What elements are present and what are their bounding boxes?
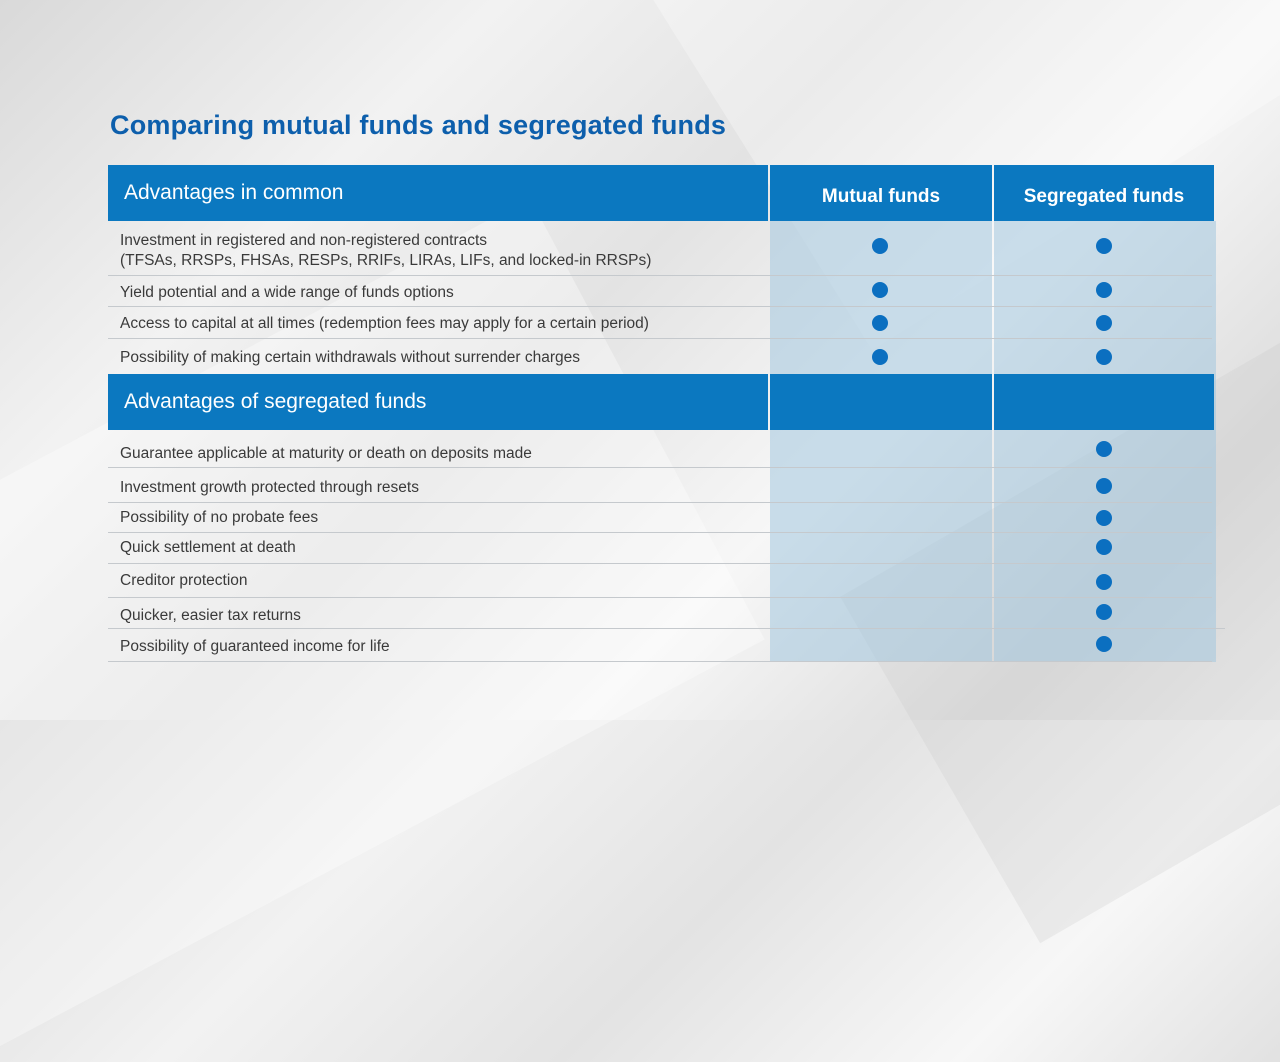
table-row [108, 564, 1212, 598]
column-header-mutual-label: Mutual funds [821, 186, 941, 207]
row-text: Possibility of making certain withdrawals without surrender charges [120, 349, 581, 366]
section-header-cell [770, 374, 992, 430]
segregated-check-dot [1096, 238, 1112, 254]
row-text: Investment growth protected through resets [120, 479, 419, 496]
table-row [108, 221, 1212, 276]
row-text: Yield potential and a wide range of funds options [120, 284, 454, 301]
segregated-check-dot [1096, 510, 1112, 526]
mutual-check-dot [872, 282, 888, 298]
row-text: Possibility of guaranteed income for life [120, 638, 390, 655]
table-row [108, 276, 1212, 307]
row-text: Guarantee applicable at maturity or death on deposits made [120, 445, 532, 462]
table-row [108, 598, 1225, 629]
segregated-check-dot [1096, 282, 1112, 298]
section-header-cell [994, 374, 1214, 430]
column-header-mutual [770, 165, 992, 221]
segregated-check-dot [1096, 478, 1112, 494]
row-text: Access to capital at all times (redemption fees may apply for a certain period) [120, 315, 649, 332]
segregated-check-dot [1096, 315, 1112, 331]
mutual-check-dot [872, 349, 888, 365]
section-header-label: Advantages of segregated funds [124, 390, 427, 413]
segregated-check-dot [1096, 636, 1112, 652]
table-row [108, 307, 1212, 339]
table-row [108, 339, 1212, 374]
table-row [108, 533, 1212, 564]
segregated-check-dot [1096, 539, 1112, 555]
section-header-label: Advantages in common [124, 181, 344, 204]
table-row [108, 503, 1212, 533]
section-header-common [108, 165, 768, 221]
column-header-segregated [994, 165, 1214, 221]
mutual-check-dot [872, 315, 888, 331]
table-row [108, 430, 1212, 468]
mutual-check-dot [872, 238, 888, 254]
row-text: Possibility of no probate fees [120, 509, 319, 526]
table-row [108, 629, 1212, 662]
segregated-check-dot [1096, 574, 1112, 590]
column-header-segregated-label: Segregated funds [1023, 186, 1185, 207]
row-text-line: (TFSAs, RRSPs, FHSAs, RESPs, RRIFs, LIRAs, LIFs, and locked-in RRSPs) [120, 252, 652, 269]
table-row [108, 468, 1212, 503]
section-header-segregated [108, 374, 768, 430]
row-text: Quick settlement at death [120, 539, 296, 556]
row-text: Creditor protection [120, 572, 248, 589]
row-text-line: Investment in registered and non-registered contracts [120, 232, 488, 249]
segregated-check-dot [1096, 604, 1112, 620]
page-title: Comparing mutual funds and segregated funds [110, 110, 727, 140]
segregated-check-dot [1096, 441, 1112, 457]
row-text: Quicker, easier tax returns [120, 607, 301, 624]
segregated-check-dot [1096, 349, 1112, 365]
